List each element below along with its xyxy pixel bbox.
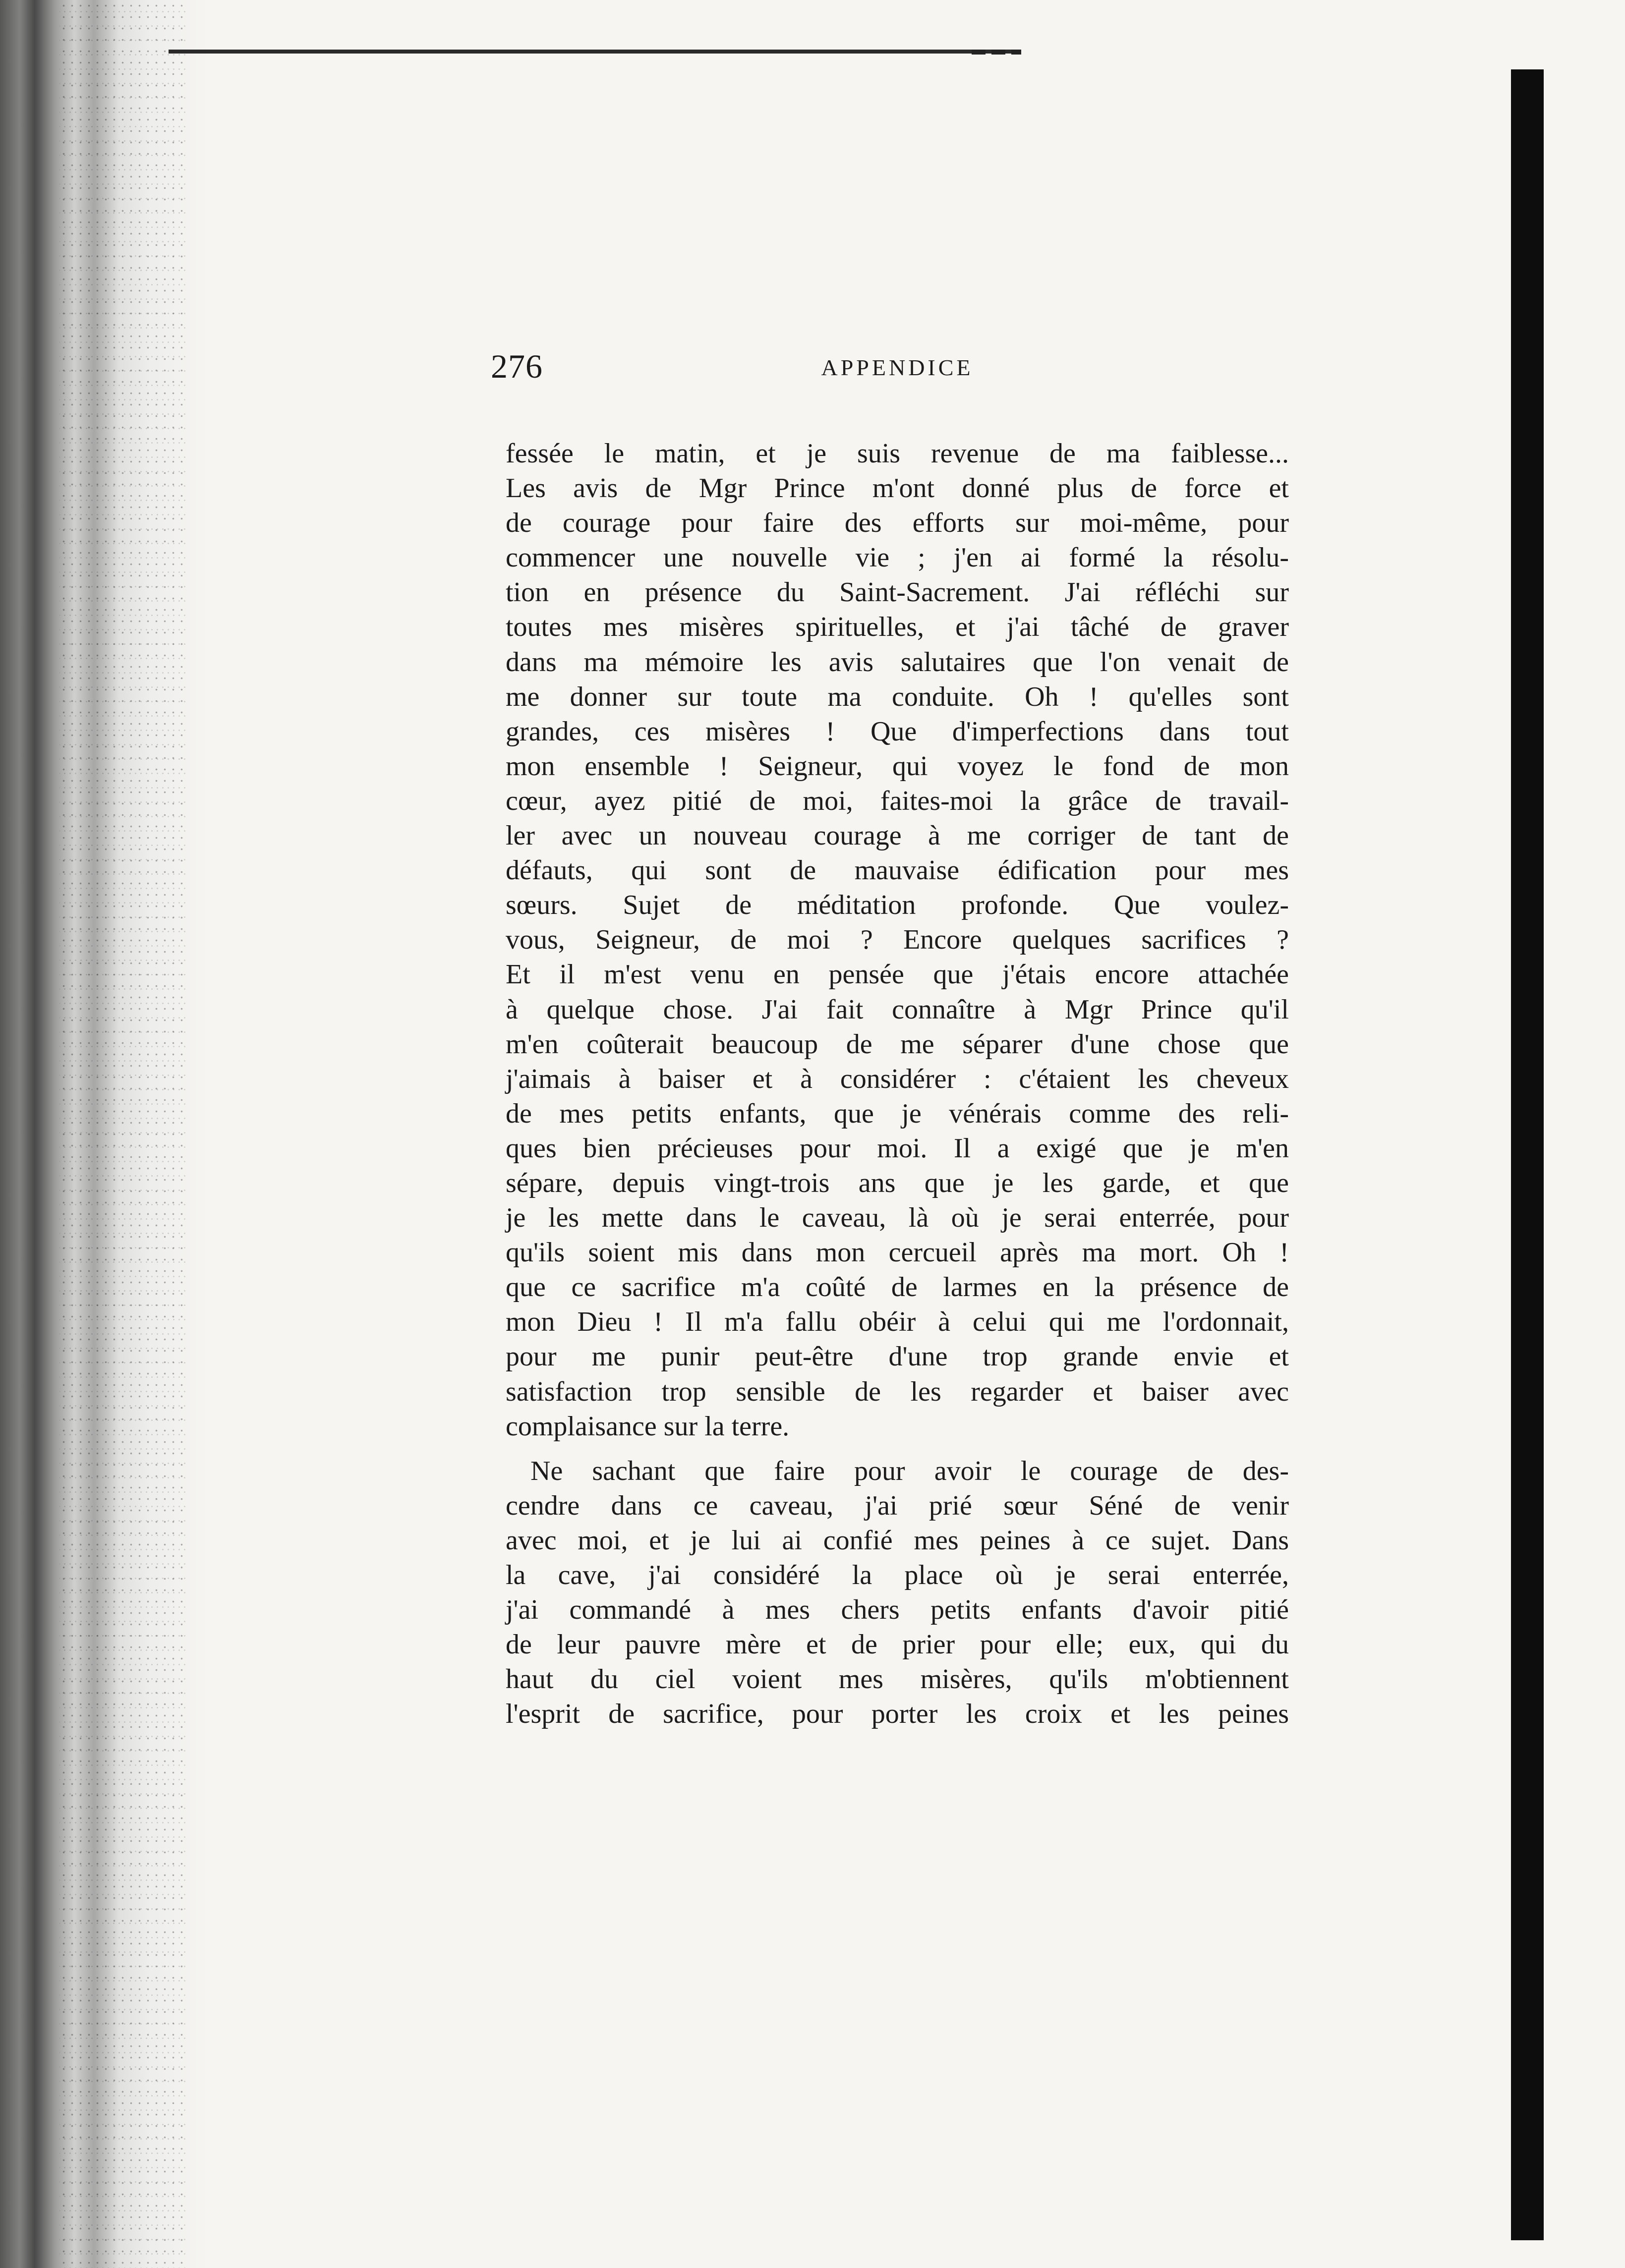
text-line: me donner sur toute ma conduite. Oh ! qu'elles sont [506,681,1289,712]
text-line: Et il m'est venu en pensée que j'étais encore attachée [506,959,1289,990]
running-title: APPENDICE [821,355,974,380]
text-line: commencer une nouvelle vie ; j'en ai formé la résolu- [506,542,1289,573]
text-line: pour me punir peut-être d'une trop grande envie et [506,1341,1289,1372]
text-line: Les avis de Mgr Prince m'ont donné plus de force et [506,473,1289,504]
text-line: sépare, depuis vingt-trois ans que je les garde, et que [506,1167,1289,1198]
text-line: je les mette dans le caveau, là où je serai enterrée, pour [506,1202,1289,1234]
scan-top-rule-dashes [972,50,1021,55]
text-line: cœur, ayez pitié de moi, faites-moi la grâce de travail- [506,785,1289,816]
scan-top-rule [169,50,1021,54]
text-line: qu'ils soient mis dans mon cercueil après ma mort. Oh ! [506,1237,1289,1268]
text-line: tion en présence du Saint-Sacrement. J'ai réfléchi sur [506,577,1289,608]
text-line: de leur pauvre mère et de prier pour elle; eux, qui du [506,1629,1289,1660]
text-line: à quelque chose. J'ai fait connaître à Mgr Prince qu'il [506,994,1289,1025]
text-line: toutes mes misères spirituelles, et j'ai tâché de graver [506,612,1289,643]
text-line: mon Dieu ! Il m'a fallu obéir à celui qui me l'ordonnait, [506,1306,1289,1338]
text-line: Ne sachant que faire pour avoir le courage de des- [530,1455,1289,1486]
scan-right-shadow-bar [1511,69,1544,2240]
text-line: l'esprit de sacrifice, pour porter les croix et les peines [506,1699,1289,1730]
scan-binding-speckle [59,0,188,2268]
text-line: complaisance sur la terre. [506,1411,790,1442]
text-line: j'aimais à baiser et à considérer : c'étaient les cheveux [506,1063,1289,1094]
text-line: fessée le matin, et je suis revenue de ma faiblesse... [506,438,1289,469]
text-line: haut du ciel voient mes misères, qu'ils m'obtiennent [506,1664,1289,1695]
text-line: j'ai commandé à mes chers petits enfants d'avoir pitié [506,1594,1289,1626]
text-line: ler avec un nouveau courage à me corriger de tant de [506,820,1289,851]
text-line: défauts, qui sont de mauvaise édification pour mes [506,855,1289,886]
paragraph [506,436,1289,1444]
text-block [506,436,1289,1731]
text-line: m'en coûterait beaucoup de me séparer d'une chose que [506,1028,1289,1060]
text-line: que ce sacrifice m'a coûté de larmes en la présence de [506,1272,1289,1303]
paragraph [506,1454,1289,1732]
text-line: vous, Seigneur, de moi ? Encore quelques sacrifices ? [506,924,1289,956]
text-line: grandes, ces misères ! Que d'imperfections dans tout [506,716,1289,747]
text-line: ques bien précieuses pour moi. Il a exigé que je m'en [506,1133,1289,1164]
text-line: dans ma mémoire les avis salutaires que l'on venait de [506,646,1289,678]
text-line: de courage pour faire des efforts sur moi-même, pour [506,508,1289,539]
text-line: cendre dans ce caveau, j'ai prié sœur Séné de venir [506,1490,1289,1521]
text-line: la cave, j'ai considéré la place où je serai enterrée, [506,1560,1289,1590]
page-number: 276 [491,347,543,385]
text-line: avec moi, et je lui ai confié mes peines à ce sujet. Dans [506,1525,1289,1556]
text-line: satisfaction trop sensible de les regarder et baiser avec [506,1376,1289,1407]
text-line: sœurs. Sujet de méditation profonde. Que voulez- [506,890,1289,921]
text-line: de mes petits enfants, que je vénérais comme des reli- [506,1098,1289,1129]
text-line: mon ensemble ! Seigneur, qui voyez le fond de mon [506,750,1289,782]
